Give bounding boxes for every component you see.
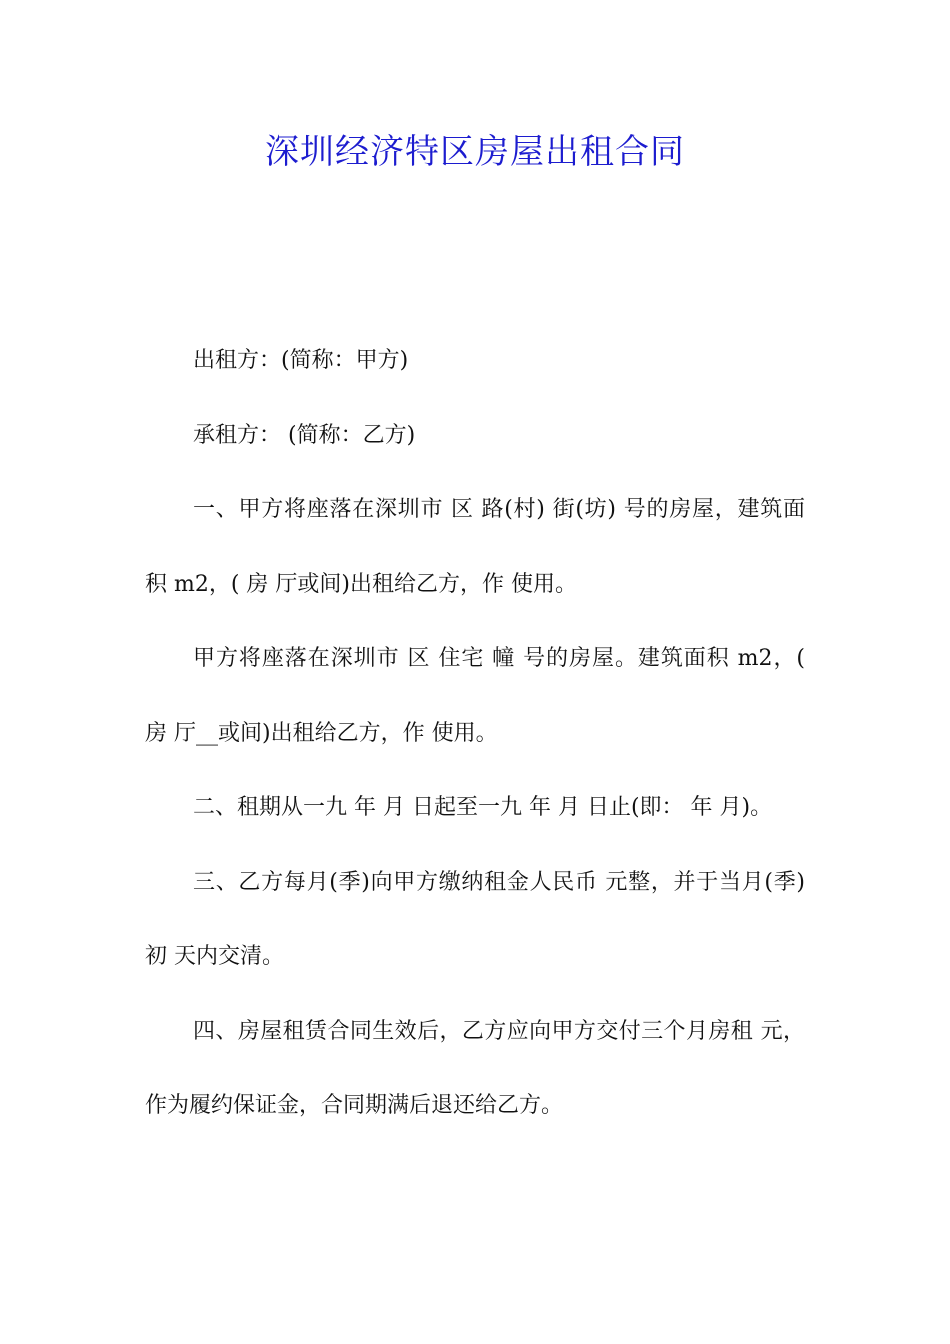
document-title: 深圳经济特区房屋出租合同: [265, 132, 685, 172]
paragraph-clause-1: 一、甲方将座落在深圳市 区 路(村) 街(坊) 号的房屋，建筑面积 m2，( 房 厅或间)出租给乙方，作 使用。: [145, 497, 805, 597]
paragraph-lessee: 承租方： (简称：乙方): [193, 422, 416, 448]
paragraph-clause-1-alt: 甲方将座落在深圳市 区 住宅 幢 号的房屋。建筑面积 m2，( 房 厅__或间)出租给乙方，作 使用。: [145, 646, 812, 746]
paragraph-clause-2: 二、租期从一九 年 月 日起至一九 年 月 日止(即： 年 月)。: [193, 795, 773, 820]
paragraph-lessor: 出租方：(简称：甲方): [193, 348, 409, 373]
paragraph-clause-3: 三、乙方每月(季)向甲方缴纳租金人民币 元整，并于当月(季)初 天内交清。: [145, 869, 805, 969]
paragraph-clause-4: 四、房屋租赁合同生效后，乙方应向甲方交付三个月房租 元，作为履约保证金，合同期满后退还给乙方。: [145, 1018, 805, 1118]
document-body: [145, 324, 812, 1144]
